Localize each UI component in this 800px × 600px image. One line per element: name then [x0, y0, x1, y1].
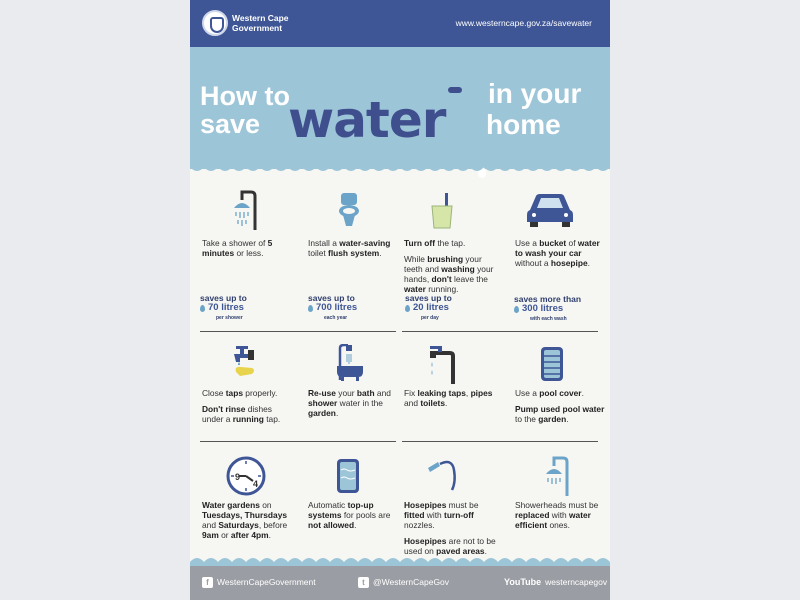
footer-bar — [190, 566, 610, 600]
title-save: save — [200, 109, 261, 139]
website-url[interactable]: www.westerncape.gov.za/savewater — [455, 18, 592, 28]
wave-border-top — [190, 163, 610, 175]
twitter-link[interactable] — [358, 577, 449, 588]
title-how-to: How to — [200, 81, 290, 111]
divider — [402, 441, 598, 442]
pool-icon — [336, 458, 360, 494]
bath-icon — [336, 344, 364, 382]
org-line2: Government — [232, 23, 283, 33]
tip-top-up-text: Automatic top-up systems for pools are not allowed. — [308, 500, 391, 530]
org-name — [232, 13, 289, 33]
clock-number-9: 9 — [235, 472, 241, 482]
tip-fix-leaks-text: Fix leaking taps, pipes and toilets. — [404, 388, 493, 408]
tip-shower-text: Take a shower of 5 minutes or less. — [202, 238, 273, 258]
toilet-icon — [338, 192, 360, 228]
tip-close-taps-text: Close taps properly. Don't rinse dishes under a running tap. — [202, 388, 281, 424]
tip-shower-savings: saves up to 70 litres per shower — [200, 293, 247, 321]
tip-car-savings: saves more than 300 litres with each wash — [514, 294, 582, 322]
toothbrush-glass-icon — [430, 192, 456, 230]
divider — [200, 331, 396, 332]
dripping-tap-icon — [232, 344, 258, 380]
title-water: water — [288, 91, 446, 149]
twitter-icon: t — [358, 577, 369, 588]
government-crest-icon — [202, 10, 228, 36]
youtube-handle: westerncapegov — [545, 577, 608, 587]
tip-toilet-savings: saves up to 700 litres each year — [308, 293, 358, 321]
facebook-handle: WesternCapeGovernment — [217, 577, 316, 587]
shower-icon — [230, 190, 260, 230]
infographic-poster — [190, 0, 610, 600]
tip-hosepipe-text: Hosepipes must be fitted with turn-off nozzles. Hosepipes are not to be used on paved areas. — [404, 500, 496, 556]
title-in-your: in your — [488, 78, 582, 109]
tip-tap-text: Turn off the tap. While brushing your teeth and washing your hands, don't leave the water running. — [404, 238, 494, 294]
tip-water-gardens-text: Water gardens on Tuesdays, Thursdays and Saturdays, before 9am or after 4pm. — [202, 500, 288, 540]
youtube-link[interactable] — [504, 577, 607, 587]
tip-reuse-text: Re-use your bath and shower water in the garden. — [308, 388, 391, 418]
tip-pool-cover-text: Use a pool cover. Pump used pool water to the garden. — [515, 388, 605, 424]
wave-border-bottom — [190, 554, 610, 566]
facebook-link[interactable] — [202, 577, 316, 588]
facebook-icon: f — [202, 577, 213, 588]
header-bar — [190, 0, 610, 47]
divider — [402, 331, 598, 332]
pool-cover-icon — [540, 346, 564, 382]
car-icon — [526, 192, 574, 228]
clock-number-4: 4 — [253, 479, 259, 489]
title-home: home — [486, 109, 561, 140]
hosepipe-icon — [426, 456, 462, 492]
tip-tap-savings: saves up to 20 litres per day — [405, 293, 452, 321]
tip-car-text: Use a bucket of water to wash your car without a hosepipe. — [515, 238, 600, 268]
showerhead-icon — [542, 456, 572, 496]
clock-icon — [226, 456, 266, 496]
leaking-pipe-icon — [428, 344, 458, 384]
divider — [200, 441, 396, 442]
tap-handle-icon — [448, 87, 462, 93]
youtube-icon: YouTube — [504, 577, 542, 587]
title-banner — [190, 47, 610, 169]
org-line1: Western Cape — [232, 13, 289, 23]
twitter-handle: @WesternCapeGov — [373, 577, 450, 587]
tip-toilet-text: Install a water-saving toilet flush system. — [308, 238, 391, 258]
tip-showerhead-text: Showerheads must be replaced with water efficient ones. — [515, 500, 599, 530]
